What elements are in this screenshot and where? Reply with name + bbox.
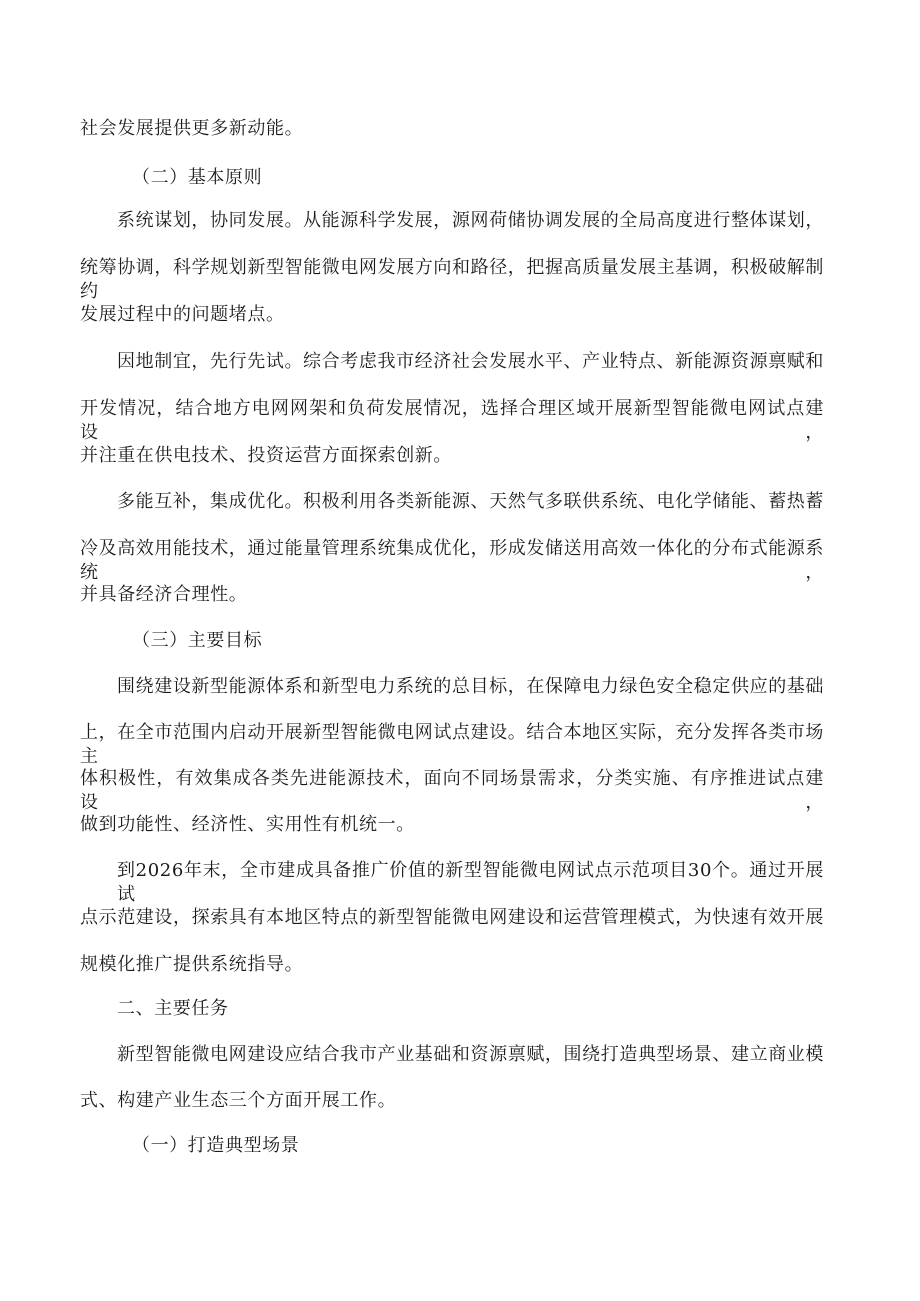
section-heading: （三）主要目标 [132,630,263,651]
paragraph-line: 式、构建产业生态三个方面开展工作。 [80,1090,397,1111]
paragraph-line: 体积极性，有效集成各类先进能源技术，面向不同场景需求，分类实施、有序推进试点建设， [80,768,824,813]
paragraph-line: 做到功能性、经济性、实用性有机统一。 [80,814,415,835]
paragraph-line: 点示范建设，探索具有本地区特点的新型智能微电网建设和运营管理模式，为快速有效开展 [80,907,824,928]
paragraph-line: 多能互补，集成优化。积极利用各类新能源、天然气多联供系统、电化学储能、蓄热蓄 [117,491,824,512]
paragraph-line: 并具备经济合理性。 [80,584,248,605]
section-heading: 二、主要任务 [117,998,229,1019]
paragraph-line: 上，在全市范围内启动开展新型智能微电网试点建设。结合本地区实际，充分发挥各类市场主 [80,722,824,767]
paragraph-line: 冷及高效用能技术，通过能量管理系统集成优化，形成发储送用高效一体化的分布式能源系统， [80,538,824,583]
paragraph-line: 开发情况，结合地方电网网架和负荷发展情况，选择合理区域开展新型智能微电网试点建设， [80,398,824,443]
paragraph-line: 新型智能微电网建设应结合我市产业基础和资源禀赋，围绕打造典型场景、建立商业模 [117,1044,824,1065]
paragraph-line: 规模化推广提供系统指导。 [80,954,304,975]
section-heading: （二）基本原则 [132,167,263,188]
section-heading: （一）打造典型场景 [132,1135,300,1156]
paragraph-line: 因地制宜，先行先试。综合考虑我市经济社会发展水平、产业特点、新能源资源禀赋和 [117,351,824,372]
paragraph-line: 系统谋划，协同发展。从能源科学发展，源网荷储协调发展的全局高度进行整体谋划， [117,210,824,231]
paragraph-line: 围绕建设新型能源体系和新型电力系统的总目标，在保障电力绿色安全稳定供应的基础 [117,676,824,697]
paragraph-line: 到2026年末，全市建成具备推广价值的新型智能微电网试点示范项目30个。通过开展试 [117,860,824,905]
paragraph-line: 社会发展提供更多新动能。 [80,118,304,139]
paragraph-line: 发展过程中的问题堵点。 [80,304,285,325]
paragraph-line: 并注重在供电技术、投资运营方面探索创新。 [80,445,452,466]
paragraph-line: 统筹协调，科学规划新型智能微电网发展方向和路径，把握高质量发展主基调，积极破解制约 [80,257,824,302]
